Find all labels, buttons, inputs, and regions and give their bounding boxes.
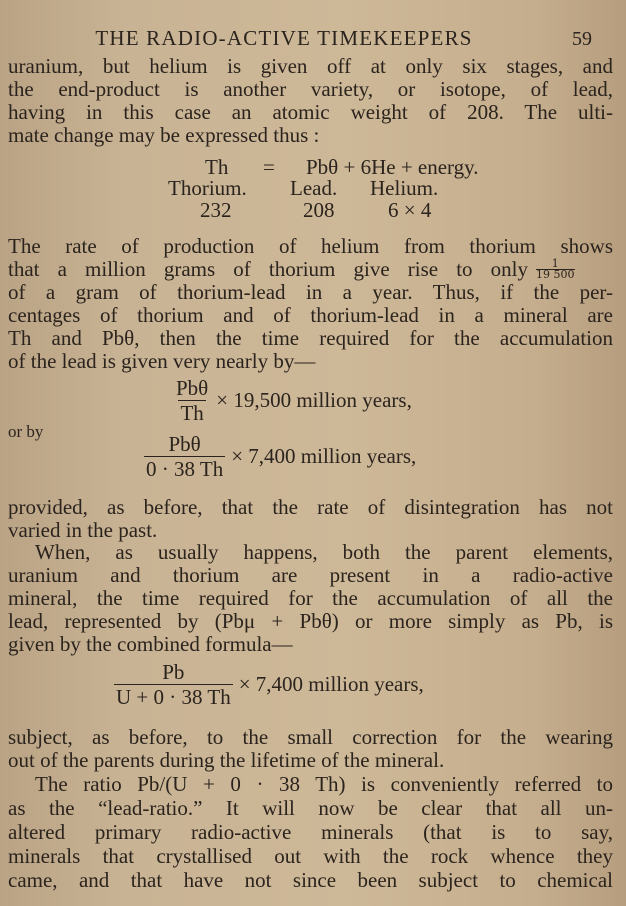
text-line: subject, as before, to the small correction for the wearing [8, 725, 613, 749]
thorium-equation [0, 155, 626, 225]
or-by-label: or by [8, 422, 44, 441]
equation-value: 232 [200, 198, 232, 222]
formula-multiplier: × 19,500 million years, [216, 388, 412, 412]
equation-term: = [263, 155, 275, 179]
text-line: centages of thorium and of thorium-lead in a mineral are [8, 303, 613, 327]
text-line: of a gram of thorium-lead in a year. Thus, if the per- [8, 280, 613, 304]
equation-label: Thorium. [168, 176, 247, 200]
text-line: The ratio Pb/(U + 0 · 38 Th) is conveniently referred to [35, 772, 613, 796]
page-header [0, 26, 626, 56]
equation-value: 208 [303, 198, 335, 222]
text-line: lead, represented by (Pbμ + Pbθ) or more simply as Pb, is [8, 609, 613, 633]
text-line: minerals that crystallised out with the rock whence they [8, 844, 613, 868]
text-line: as the “lead-ratio.” It will now be clear that all un- [8, 796, 613, 820]
inline-fraction-numerator: 1 [551, 257, 559, 270]
text-line: having in this case an atomic weight of 208. The ulti- [8, 100, 613, 124]
formula-combined-age [114, 660, 424, 709]
formula-denominator: Th [180, 401, 204, 425]
equation-value: 6 × 4 [388, 198, 432, 222]
text-line: mate change may be expressed thus : [8, 123, 320, 147]
text-line: given by the combined formula— [8, 632, 293, 656]
formula-numerator: Pbθ [168, 432, 201, 456]
text-line: When, as usually happens, both the parent elements, [35, 540, 613, 564]
text-line: varied in the past. [8, 518, 158, 542]
inline-fraction [536, 259, 575, 280]
formula-denominator: 0 · 38 Th [146, 457, 224, 481]
text-line: came, and that have not since been subject to chemical [8, 868, 613, 892]
equation-label: Helium. [370, 176, 439, 200]
text-line: Th and Pbθ, then the time required for the accumulation [8, 326, 613, 350]
text-line: out of the parents during the lifetime of the mineral. [8, 748, 445, 772]
text-line: The rate of production of helium from thorium shows [8, 234, 613, 258]
text-line: provided, as before, that the rate of disintegration has not [8, 495, 613, 519]
equation-term: Pbθ + 6He + energy. [306, 155, 479, 179]
text-line: the end-product is another variety, or isotope, of lead, [8, 77, 613, 101]
text-line: uranium and thorium are present in a radio-active [8, 563, 613, 587]
text-line: of the lead is given very nearly by— [8, 349, 316, 373]
page-number: 59 [572, 28, 592, 50]
formula-denominator: U + 0 · 38 Th [116, 685, 231, 709]
formula-multiplier: × 7,400 million years, [231, 444, 417, 468]
formula-multiplier: × 7,400 million years, [238, 672, 424, 696]
equation-label: Lead. [290, 176, 338, 200]
text-line: altered primary radio-active minerals (that is to say, [8, 820, 613, 844]
text-line: mineral, the time required for the accumulation of all the [8, 586, 613, 610]
formula-thorium-age-alt [144, 432, 416, 481]
formula-thorium-age [174, 376, 412, 425]
text-line: uranium, but helium is given off at only six stages, and [8, 54, 613, 78]
formula-numerator: Pbθ [176, 376, 209, 400]
equation-term: Th [205, 155, 229, 179]
running-title: THE RADIO-ACTIVE TIMEKEEPERS [95, 26, 473, 50]
inline-fraction-denominator: 19 500 [536, 268, 575, 281]
formula-numerator: Pb [162, 660, 185, 684]
text-line: that a million grams of thorium give rise to only [8, 257, 528, 281]
